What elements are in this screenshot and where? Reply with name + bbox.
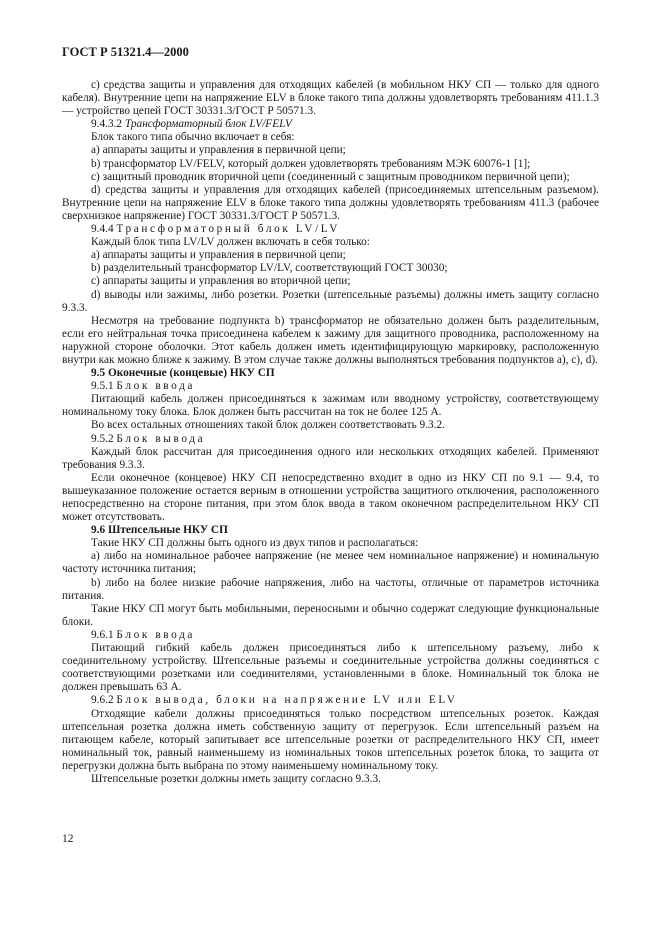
subsection-heading (62, 223, 599, 236)
section-heading: 9.6 Штепсельные НКУ СП (91, 524, 228, 537)
paragraph: c) средства защиты и управления для отходящих кабелей (в мобильном НКУ СП — только для одного кабеля). Внутренние цепи на напряжение ELV в блоке такого типа должны удовлетворять требованиям 411.1.3 — устройство цепей ГОСТ 30331.3/ГОСТ Р 50571.3. (62, 79, 599, 118)
paragraph: c) аппараты защиты и управления во вторичной цепи; (91, 275, 351, 288)
paragraph: b) трансформатор LV/FELV, который должен удовлетворять требованиям МЭК 60076-1 [1]; (91, 157, 531, 170)
document-body (62, 79, 599, 786)
paragraph: Каждый блок рассчитан для присоединения одного или нескольких отходящих кабелей. Применяют требования 9.3.3. (62, 445, 599, 471)
paragraph: Штепсельные розетки должны иметь защиту согласно 9.3.3. (91, 772, 381, 785)
paragraph: a) аппараты защиты и управления в первичной цепи; (91, 144, 346, 157)
subsection-title: Трансформаторный блок LV/FELV (124, 118, 292, 131)
subsection-title: Блок вывода (116, 432, 206, 445)
subsection-heading (62, 629, 599, 642)
subsection-number: 9.6.2 (91, 694, 114, 707)
subsection-title: Блок вывода, блоки на напряжение LV или ELV (116, 694, 458, 707)
subsection-number: 9.4.3.2 (91, 118, 123, 131)
subsection-heading (62, 118, 599, 131)
subsection-heading (62, 433, 599, 446)
paragraph: Несмотря на требование подпункта b) трансформатор не обязательно должен быть разделительным, если его нейтральная точка присоединена кабелем к зажиму для защитного проводника, расположенному на наружной стороне оболочки. Этот кабель должен иметь идентифицирующую маркировку, расположенную внутри как можно ближе к зажиму. В этом случае также должны выполняться требования подпунктов a), c), d). (62, 314, 599, 366)
page-number: 12 (62, 833, 74, 845)
subsection-title: Блок ввода (116, 380, 196, 393)
subsection-number: 9.5.1 (91, 380, 114, 393)
paragraph: Питающий гибкий кабель должен присоединяться либо к штепсельному разъему, либо к соединительному устройству. Штепсельные разъемы и соединительные устройства должны соединяться с соответствующими розетками или соединителями, установленными в блоке. Номинальный ток блока не должен превышать 63 А. (62, 642, 599, 694)
subsection-title: Блок ввода (116, 628, 196, 641)
paragraph: d) выводы или зажимы, либо розетки. Розетки (штепсельные разъемы) должны иметь защиту согласно 9.3.3. (62, 288, 599, 314)
subsection-number: 9.5.2 (91, 432, 114, 445)
paragraph: a) аппараты защиты и управления в первичной цепи; (91, 249, 346, 262)
paragraph: b) разделительный трансформатор LV/LV, соответствующий ГОСТ 30030; (91, 262, 448, 275)
subsection-number: 9.4.4 (91, 223, 114, 236)
paragraph: Во всех остальных отношениях такой блок должен соответствовать 9.3.2. (91, 419, 445, 432)
paragraph: Блок такого типа обычно включает в себя: (91, 131, 295, 144)
subsection-heading (62, 380, 599, 393)
subsection-number: 9.6.1 (91, 628, 114, 641)
paragraph: Отходящие кабели должны присоединяться только посредством штепсельных розеток. Каждая штепсельная розетка должна иметь собственную защиту от перегрузок. Если штепсельный разъем на питающем кабеле, который запитывает все штепсельные розетки от распределительного НКУ СП, имеет номинальный ток, равный наименьшему из номинальных токов штепсельных розеток блока, то защита от перегрузки должна быть выбрана по этому наименьшему номинальному току. (62, 707, 599, 772)
paragraph: Каждый блок типа LV/LV должен включать в себя только: (91, 236, 370, 249)
section-heading: 9.5 Оконечные (концевые) НКУ СП (91, 367, 275, 380)
paragraph: c) защитный проводник вторичной цепи (соединенный с защитным проводником первичной цепи); (91, 170, 570, 183)
paragraph: Такие НКУ СП могут быть мобильными, переносными и обычно содержат следующие функциональные блоки. (62, 602, 599, 628)
paragraph: a) либо на номинальное рабочее напряжение (не менее чем номинальное напряжение) и номинальную частоту источника питания; (62, 550, 599, 576)
paragraph: Если оконечное (концевое) НКУ СП непосредственно входит в одно из НКУ СП по 9.1 — 9.4, то вышеуказанное положение остается верным в отношении устройства защитного отключения, расположенного непосредственно на стороне питания, при этом блок ввода в таком оконечном распределительном НКУ СП может отсутствовать. (62, 471, 599, 524)
paragraph: Такие НКУ СП должны быть одного из двух типов и располагаться: (91, 537, 419, 550)
paragraph: b) либо на более низкие рабочие напряжения, либо на частоты, отличные от параметров источника питания. (62, 576, 599, 602)
subsection-heading (62, 694, 599, 707)
paragraph: d) средства защиты и управления для отходящих кабелей (присоединяемых штепсельным разъемом). Внутренние цепи на напряжение ELV в блоке такого типа должны удовлетворять требованиям 411.3 (рабочее сверхнизкое напряжение) ГОСТ 30331.3/ГОСТ Р 50571.3. (62, 183, 599, 222)
paragraph: Питающий кабель должен присоединяться к зажимам или вводному устройству, соответствующему номинальному току блока. Блок должен быть рассчитан на ток не более 125 А. (62, 393, 599, 419)
subsection-title: Трансформаторный блок LV/LV (116, 223, 341, 236)
standard-header: ГОСТ Р 51321.4—2000 (62, 45, 189, 59)
